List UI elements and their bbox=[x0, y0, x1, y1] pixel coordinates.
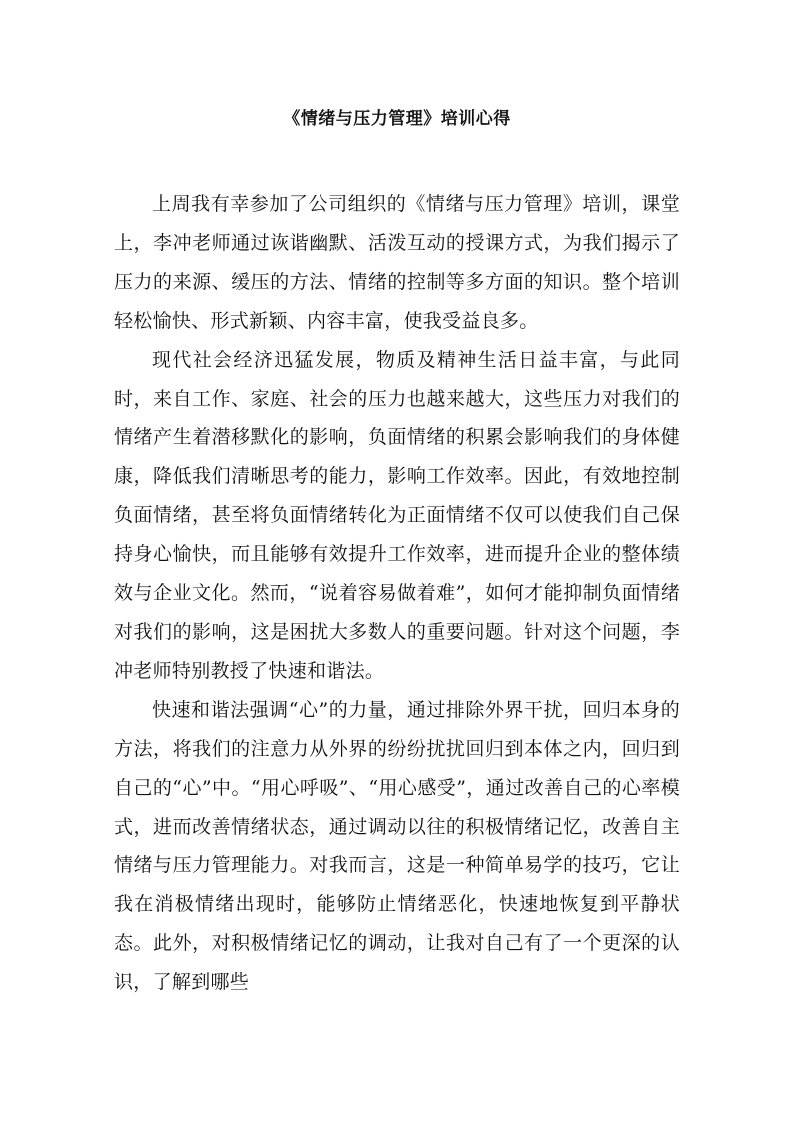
paragraph-2: 现代社会经济迅猛发展，物质及精神生活日益丰富，与此同时，来自工作、家庭、社会的压力也越来越大，这些压力对我们的情绪产生着潜移默化的影响，负面情绪的积累会影响我们的身体健康，降低我们清晰思考的能力，影响工作效率。因此，有效地控制负面情绪，甚至将负面情绪转化为正面情绪不仅可以使我们自己保持身心愉快，而且能够有效提升工作效率，进而提升企业的整体绩效与企业文化。然而，“说着容易做着难”，如何才能抑制负面情绪对我们的影响，这是困扰大多数人的重要问题。针对这个问题，李冲老师特别教授了快速和谐法。 bbox=[114, 348, 680, 682]
document-body bbox=[114, 185, 680, 1002]
paragraph-1: 上周我有幸参加了公司组织的《情绪与压力管理》培训，课堂上，李冲老师通过诙谐幽默、活泼互动的授课方式，为我们揭示了压力的来源、缓压的方法、情绪的控制等多方面的知识。整个培训轻松愉快、形式新颖、内容丰富，使我受益良多。 bbox=[114, 193, 680, 332]
paragraph-3: 快速和谐法强调“心”的力量，通过排除外界干扰，回归本身的方法，将我们的注意力从外界的纷纷扰扰回归到本体之内，回归到自己的“心”中。“用心呼吸”、“用心感受”，通过改善自己的心率模式，进而改善情绪状态，通过调动以往的积极情绪记忆，改善自主情绪与压力管理能力。对我而言，这是一种简单易学的技巧，它让我在消极情绪出现时，能够防止情绪恶化，快速地恢复到平静状态。此外，对积极情绪记忆的调动，让我对自己有了一个更深的认识，了解到哪些 bbox=[114, 698, 680, 994]
document-title: 《情绪与压力管理》培训心得 bbox=[283, 109, 511, 129]
